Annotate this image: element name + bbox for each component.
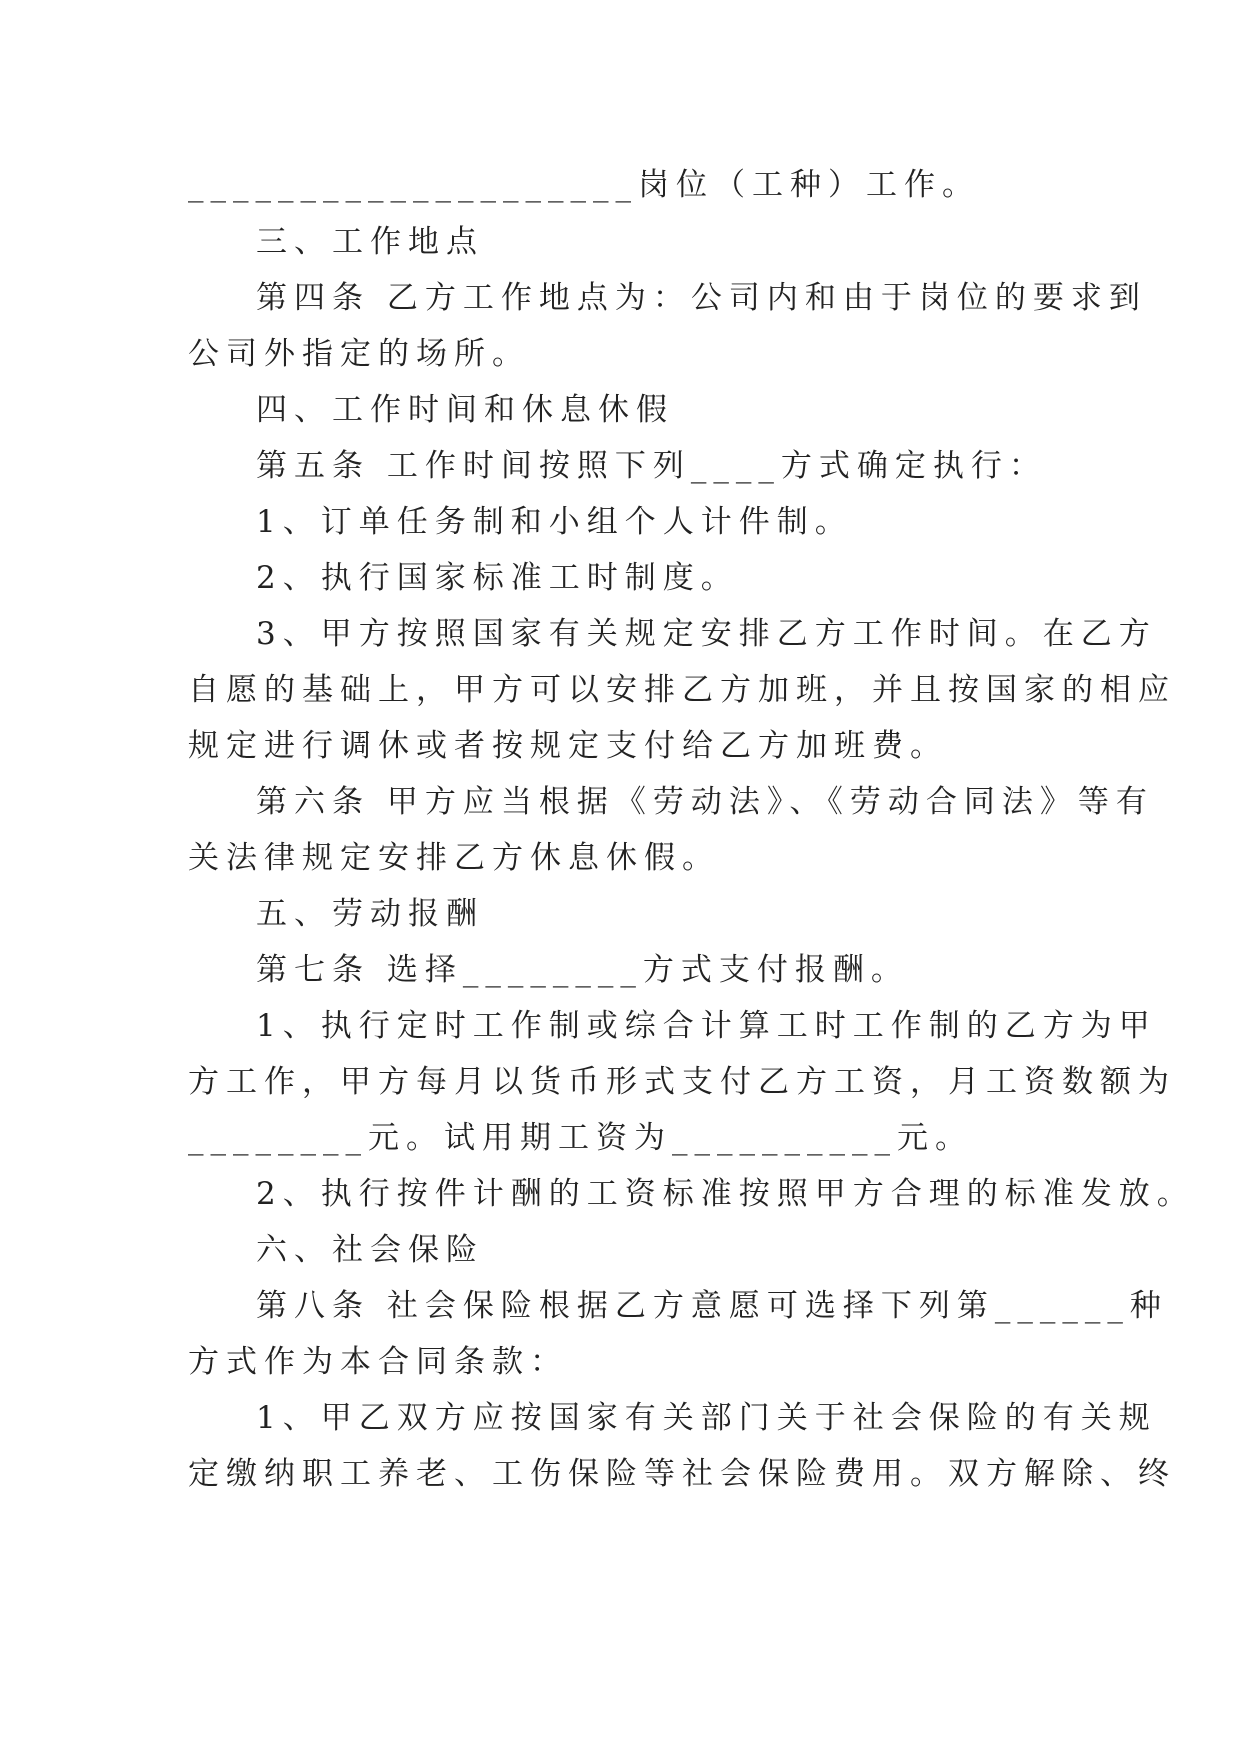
article-5-item-1: 1、订单任务制和小组个人计件制。 bbox=[256, 504, 853, 540]
article-4-line-2: 公司外指定的场所。 bbox=[188, 336, 530, 372]
section-heading-social-insurance: 六、社会保险 bbox=[256, 1232, 484, 1268]
section-heading-remuneration: 五、劳动报酬 bbox=[256, 896, 484, 932]
article-5-item-3-line-3: 规定进行调休或者按规定支付给乙方加班费。 bbox=[188, 728, 948, 764]
article-5-item-3-line-2: 自愿的基础上，甲方可以安排乙方加班，并且按国家的相应 bbox=[188, 672, 1176, 708]
article-7-line-1: 第七条 选择________方式支付报酬。 bbox=[256, 952, 909, 988]
article-8-item-1-line-2: 定缴纳职工养老、工伤保险等社会保险费用。双方解除、终 bbox=[188, 1456, 1176, 1492]
article-8-line-2: 方式作为本合同条款： bbox=[188, 1344, 568, 1380]
article-5-line-1: 第五条 工作时间按照下列____方式确定执行： bbox=[256, 448, 1047, 484]
article-8-line-1: 第八条 社会保险根据乙方意愿可选择下列第______种 bbox=[256, 1288, 1168, 1324]
article-7-item-1-line-1: 1、执行定时工作制或综合计算工时工作制的乙方为甲 bbox=[256, 1008, 1157, 1044]
article-7-item-1-line-2: 方工作，甲方每月以货币形式支付乙方工资，月工资数额为 bbox=[188, 1064, 1176, 1100]
article-5-item-2: 2、执行国家标准工时制度。 bbox=[256, 560, 739, 596]
text-line-post: ____________________岗位（工种）工作。 bbox=[188, 167, 980, 203]
article-8-item-1-line-1: 1、甲乙双方应按国家有关部门关于社会保险的有关规 bbox=[256, 1400, 1157, 1436]
article-7-item-2: 2、执行按件计酬的工资标准按照甲方合理的标准发放。 bbox=[256, 1176, 1195, 1212]
section-heading-work-hours: 四、工作时间和休息休假 bbox=[256, 392, 674, 428]
section-heading-work-location: 三、工作地点 bbox=[256, 224, 484, 260]
article-5-item-3-line-1: 3、甲方按照国家有关规定安排乙方工作时间。在乙方 bbox=[256, 616, 1157, 652]
article-4-line-1: 第四条 乙方工作地点为：公司内和由于岗位的要求到 bbox=[256, 280, 1147, 316]
article-6-line-1: 第六条 甲方应当根据《劳动法》、《劳动合同法》等有 bbox=[256, 784, 1154, 820]
article-6-line-2: 关法律规定安排乙方休息休假。 bbox=[188, 840, 720, 876]
article-7-item-1-line-3: ________元。试用期工资为__________元。 bbox=[188, 1120, 973, 1156]
